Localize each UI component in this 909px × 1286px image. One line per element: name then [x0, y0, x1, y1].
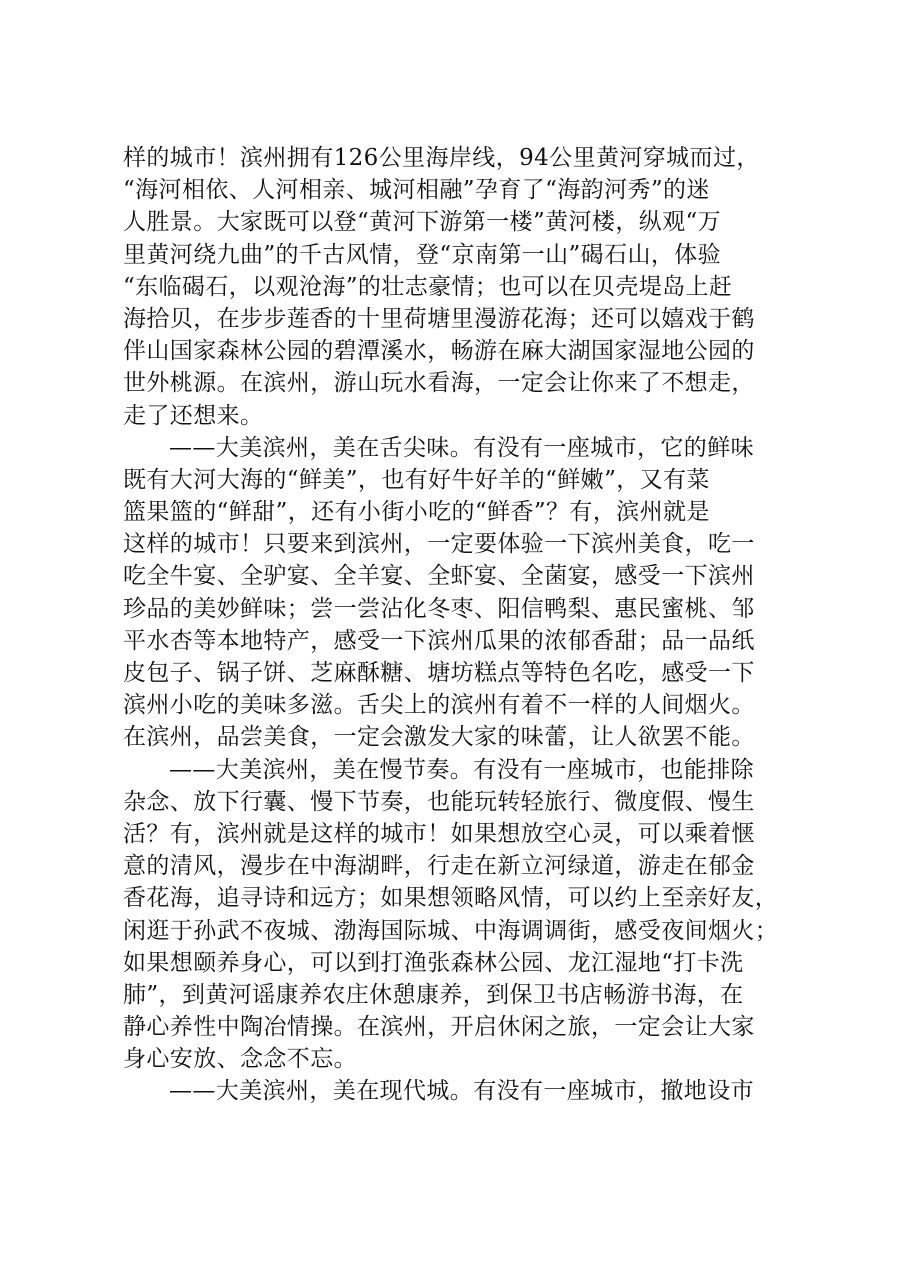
- text-line: 香花海，追寻诗和远方；如果想领略风情，可以约上至亲好友，: [123, 885, 779, 912]
- text-line: 皮包子、锅子饼、芝麻酥糖、塘坊糕点等特色名吃，感受一下: [123, 660, 755, 686]
- text-line: 伴山国家森林公园的碧潭溪水，畅游在麻大湖国家湿地公园的: [123, 338, 755, 365]
- text-line: 走了还想来。: [123, 402, 264, 429]
- text-line: 身心安放、念念不忘。: [123, 1046, 357, 1073]
- text-line: 人胜景。大家既可以登“黄河下游第一楼”黄河楼，纵观“万: [123, 209, 722, 236]
- text-line: 肺”，到黄河谣康养农庄休憩康养，到保卫书店畅游书海，在: [123, 981, 744, 1008]
- paragraph-start-line: ——大美滨州，美在现代城。有没有一座城市，撤地设市: [169, 1078, 754, 1105]
- text-line: “海河相依、人河相亲、城河相融”孕育了“海韵河秀”的迷: [123, 177, 710, 204]
- text-line: 平水杏等本地特产，感受一下滨州瓜果的浓郁香甜；品一品纸: [123, 627, 755, 654]
- text-line: 杂念、放下行囊、慢下节奏，也能玩转轻旅行、微度假、慢生: [123, 788, 755, 815]
- text-line: 静心养性中陶冶情操。在滨州，开启休闲之旅，一定会让大家: [123, 1014, 755, 1041]
- text-line: 海拾贝，在步步莲香的十里荷塘里漫游花海；还可以嬉戏于鹤: [123, 305, 755, 332]
- text-line: “东临碣石，以观沧海”的壮志豪情；也可以在贝壳堤岛上赶: [123, 273, 733, 300]
- text-line: 意的清风，漫步在中海湖畔，行走在新立河绿道，游走在郁金: [123, 853, 755, 880]
- paragraph-start-line: ——大美滨州，美在舌尖味。有没有一座城市，它的鲜味: [169, 434, 754, 461]
- document-body: [123, 142, 795, 1108]
- text-line: 样的城市！滨州拥有126公里海岸线，94公里黄河穿城而过，: [123, 145, 760, 171]
- text-line: 里黄河绕九曲”的千古风情，登“京南第一山”碣石山，体验: [123, 241, 722, 268]
- text-line: 吃全牛宴、全驴宴、全羊宴、全虾宴、全菌宴，感受一下滨州: [123, 563, 755, 590]
- paragraph-start-line: ——大美滨州，美在慢节奏。有没有一座城市，也能排除: [169, 756, 754, 783]
- text-line: 既有大河大海的“鲜美”，也有好牛好羊的“鲜嫩”，又有菜: [123, 466, 710, 493]
- text-line: 如果想颐养身心，可以到打渔张森林公园、龙江湿地“打卡洗: [123, 949, 744, 976]
- text-line: 这样的城市！只要来到滨州，一定要体验一下滨州美食，吃一: [123, 531, 755, 558]
- text-line: 篮果篮的“鲜甜”，还有小街小吃的“鲜香”？有，滨州就是: [123, 499, 710, 526]
- text-line: 闲逛于孙武不夜城、渤海国际城、中海调调街，感受夜间烟火；: [123, 917, 779, 944]
- text-line: 滨州小吃的美味多滋。舌尖上的滨州有着不一样的人间烟火。: [123, 692, 755, 719]
- text-line: 活？有，滨州就是这样的城市！如果想放空心灵，可以乘着惬: [123, 820, 755, 847]
- text-line: 在滨州，品尝美食，一定会激发大家的味蕾，让人欲罢不能。: [123, 724, 755, 751]
- text-line: 珍品的美妙鲜味；尝一尝沾化冬枣、阳信鸭梨、惠民蜜桃、邹: [123, 595, 755, 622]
- text-line: 世外桃源。在滨州，游山玩水看海，一定会让你来了不想走，: [123, 370, 755, 397]
